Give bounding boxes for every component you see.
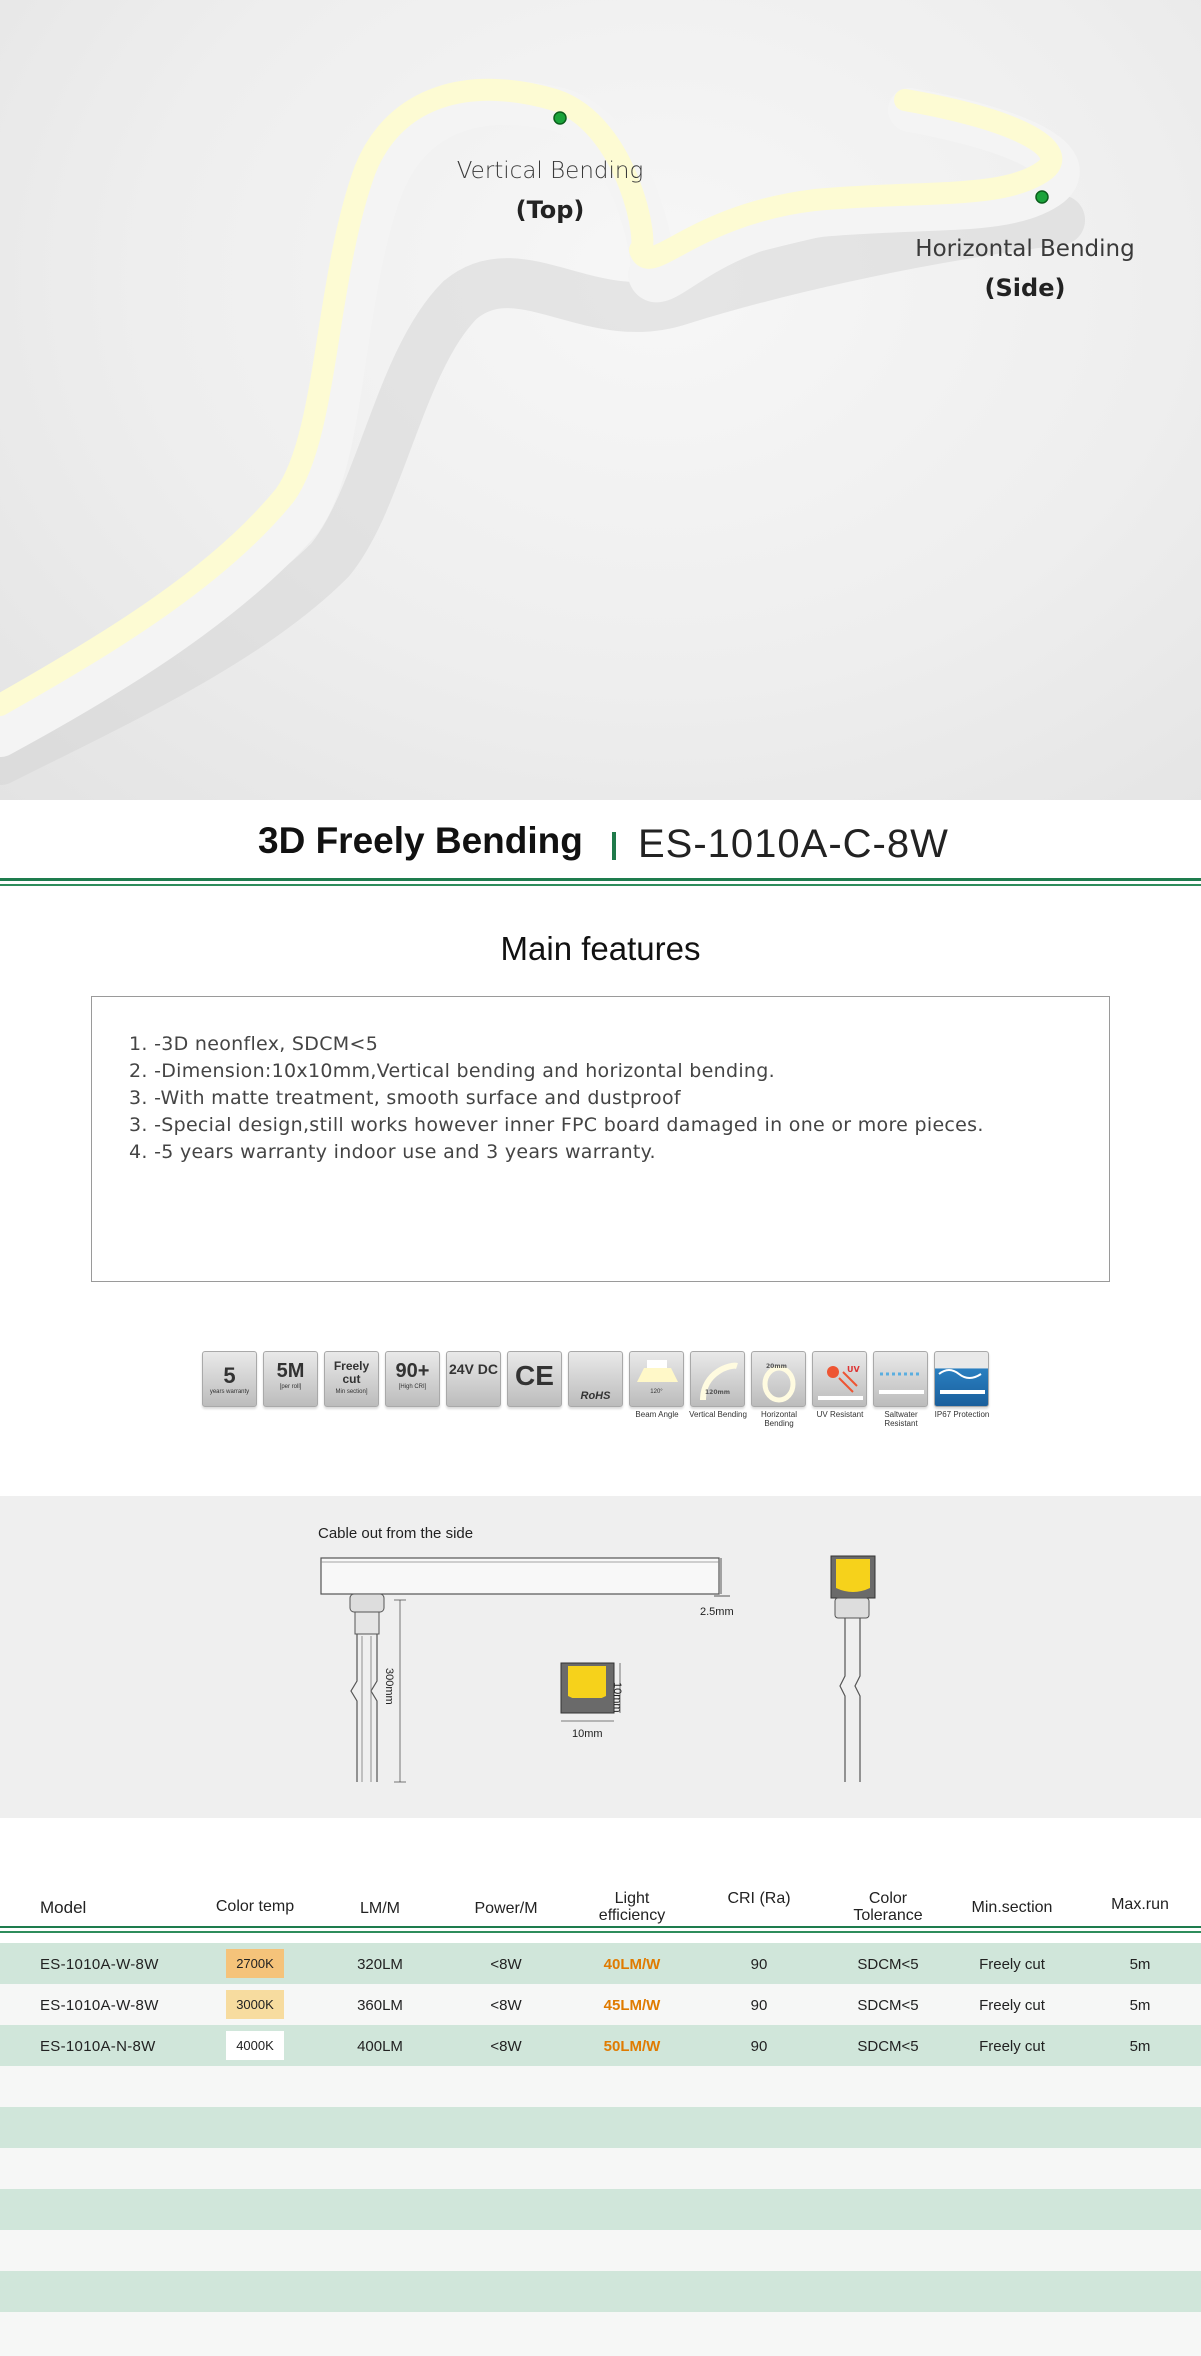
feature-item: 4. -5 years warranty indoor use and 3 years warranty.: [129, 1141, 656, 1163]
cell-min-section: Freely cut: [979, 1997, 1045, 2014]
cell-lm: 360LM: [357, 1997, 403, 2014]
empty-row: [0, 2107, 1201, 2148]
dimension-drawing-svg: [0, 1496, 1201, 1818]
feature-item: 2. -Dimension:10x10mm,Vertical bending and horizontal bending.: [129, 1060, 775, 1082]
cell-efficiency: 45LM/W: [603, 1997, 661, 2014]
cell-cri: 90: [750, 1956, 768, 1973]
col-header-tolerance: Color Tolerance: [853, 1890, 923, 1924]
col-header-model: Model: [40, 1898, 87, 1917]
saltwater-icon: [873, 1351, 928, 1407]
cable-out-label: Cable out from the side: [318, 1525, 474, 1542]
horizontal-bending-icon: [751, 1351, 806, 1407]
feature-item: 3. -Special design,still works however inner FPC board damaged in one or more pieces.: [129, 1114, 984, 1136]
cell-max-run: 5m: [1129, 1956, 1151, 1973]
divider-green-2: [0, 884, 1201, 886]
rohs-icon: RoHS: [568, 1351, 623, 1407]
empty-row: [0, 2189, 1201, 2230]
vertical-bending-icon: [690, 1351, 745, 1407]
svg-text:UV: UV: [847, 1365, 860, 1374]
col-header-max-run: Max.run: [1111, 1896, 1169, 1913]
cell-model: ES-1010A-W-8W: [40, 1997, 159, 2014]
beam-angle-caption: Beam Angle: [635, 1410, 679, 1419]
cri-icon: 90+ [High CRI]: [385, 1351, 440, 1407]
col-header-cri: CRI (Ra): [727, 1890, 791, 1907]
color-temp-swatch: 4000K: [226, 2031, 284, 2060]
cell-lm: 400LM: [357, 2038, 403, 2055]
cell-cri: 90: [750, 2038, 768, 2055]
empty-row: [0, 2230, 1201, 2271]
dimension-drawing: [0, 1496, 1201, 1818]
top-marker: [554, 112, 566, 124]
table-divider-2: [0, 1931, 1201, 1933]
voltage-icon: 24V DC: [446, 1351, 501, 1407]
empty-row: [0, 2066, 1201, 2107]
saltwater-caption: Saltwater Resistant: [884, 1410, 918, 1428]
width-label: 10mm: [572, 1728, 603, 1740]
cut-icon: Freely cut Min section]: [324, 1351, 379, 1407]
model-title: ES-1010A-C-8W: [638, 822, 949, 866]
empty-row: [0, 2312, 1201, 2356]
cell-model: ES-1010A-N-8W: [40, 2038, 156, 2055]
thickness-label: 2.5mm: [700, 1606, 734, 1618]
features-heading: Main features: [500, 930, 701, 967]
title-separator: [612, 832, 616, 860]
title-bar: [0, 800, 1201, 880]
uv-resistant-icon: [812, 1351, 867, 1407]
col-header-lm: LM/M: [360, 1900, 400, 1917]
cell-min-section: Freely cut: [979, 2038, 1045, 2055]
neon-strip-illustration: [0, 0, 1201, 800]
features-box: [91, 996, 1110, 1282]
col-header-power: Power/M: [474, 1900, 538, 1917]
feature-item: 1. -3D neonflex, SDCM<5: [129, 1033, 379, 1055]
color-temp-swatch: 2700K: [226, 1949, 284, 1978]
vertical-bending-caption: Vertical Bending: [689, 1410, 747, 1419]
color-temp-swatch: 3000K: [226, 1990, 284, 2019]
hero-image: [0, 0, 1201, 800]
side-marker: [1036, 191, 1048, 203]
table-row: [0, 1984, 1201, 2025]
cell-tolerance: SDCM<5: [857, 1997, 919, 2014]
table-row: [0, 2025, 1201, 2066]
page-title: 3D Freely Bending: [258, 820, 583, 861]
cell-tolerance: SDCM<5: [857, 1956, 919, 1973]
ip67-caption: IP67 Protection: [934, 1410, 990, 1419]
vertical-bending-sub: (Top): [515, 196, 585, 224]
ce-icon: CE: [507, 1351, 562, 1407]
uv-resistant-caption: UV Resistant: [816, 1410, 864, 1419]
horizontal-bending-sub: (Side): [984, 274, 1066, 302]
empty-row: [0, 2148, 1201, 2189]
empty-row: [0, 2271, 1201, 2312]
table-divider: [0, 1926, 1201, 1928]
col-header-efficiency: Light efficiency: [598, 1890, 666, 1924]
horizontal-bending-label: Horizontal Bending: [915, 236, 1135, 262]
cell-min-section: Freely cut: [979, 1956, 1045, 1973]
horizontal-bending-caption: Horizontal Bending: [760, 1410, 797, 1428]
cable-length-label: 300mm: [383, 1668, 395, 1705]
cell-power: <8W: [490, 2038, 522, 2055]
feature-item: 3. -With matte treatment, smooth surface and dustproof: [129, 1087, 681, 1109]
cell-power: <8W: [490, 1956, 522, 1973]
svg-text:120mm: 120mm: [705, 1389, 731, 1396]
cell-efficiency: 50LM/W: [603, 2038, 661, 2055]
length-icon: 5M [per roll]: [263, 1351, 318, 1407]
cell-tolerance: SDCM<5: [857, 2038, 919, 2055]
ip67-icon: [934, 1351, 989, 1407]
height-label: 10mm: [611, 1682, 623, 1713]
vertical-bending-label: Vertical Bending: [456, 158, 644, 184]
cell-model: ES-1010A-W-8W: [40, 1956, 159, 1973]
cell-max-run: 5m: [1129, 1997, 1151, 2014]
table-row: [0, 1943, 1201, 1984]
col-header-color-temp: Color temp: [215, 1898, 295, 1915]
cell-lm: 320LM: [357, 1956, 403, 1973]
svg-text:20mm: 20mm: [766, 1363, 787, 1370]
cell-max-run: 5m: [1129, 2038, 1151, 2055]
warranty-icon: 5 years warranty: [202, 1351, 257, 1407]
cell-cri: 90: [750, 1997, 768, 2014]
beam-angle-icon: 120°: [629, 1351, 684, 1407]
col-header-min-section: Min.section: [971, 1899, 1053, 1916]
divider-green: [0, 878, 1201, 881]
cell-efficiency: 40LM/W: [603, 1956, 661, 1973]
cell-power: <8W: [490, 1997, 522, 2014]
